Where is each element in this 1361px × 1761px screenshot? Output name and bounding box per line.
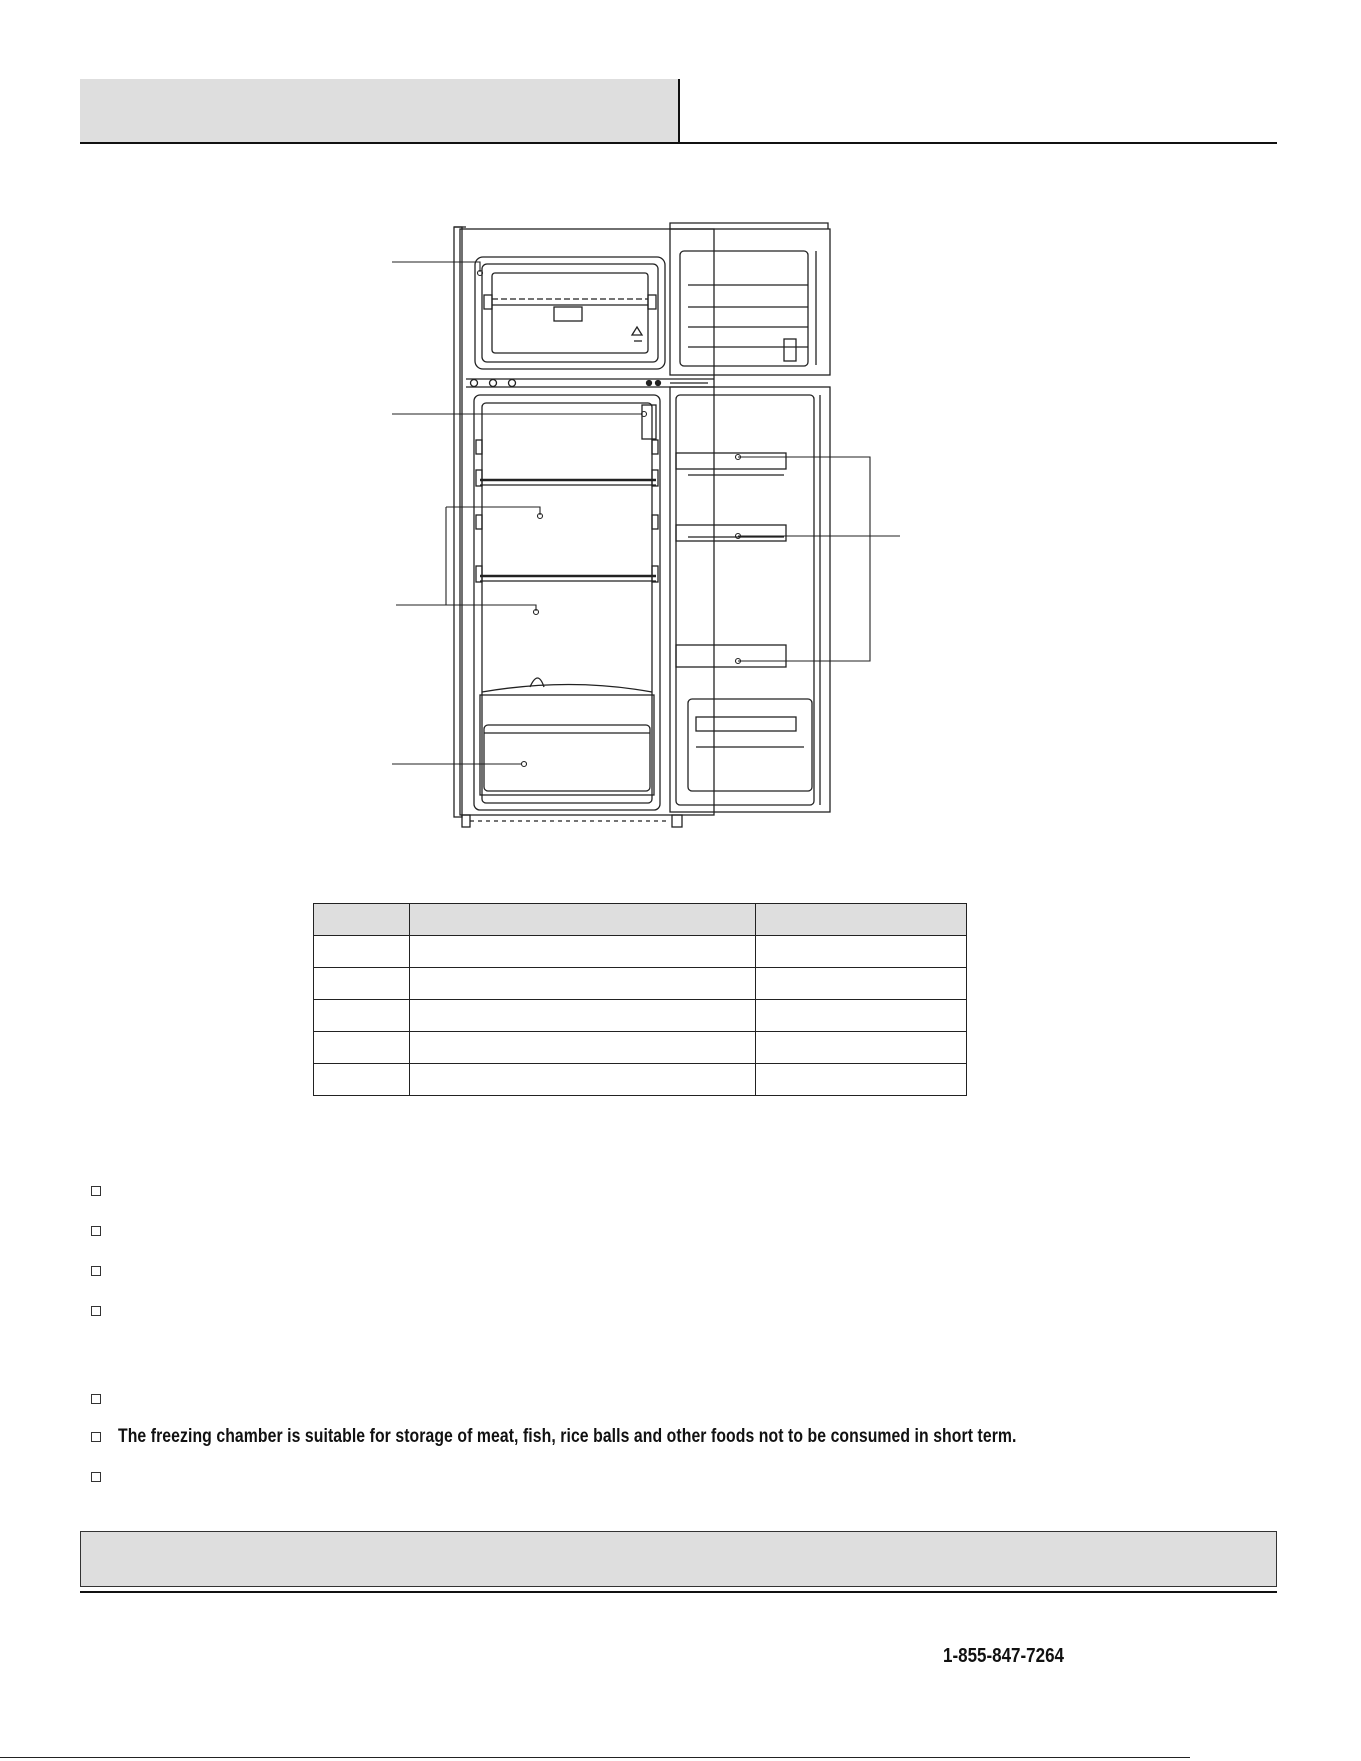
checkbox-bullet-icon	[91, 1432, 101, 1442]
freezer-compartment	[475, 257, 665, 369]
table-cell	[314, 1064, 410, 1096]
table-cell	[756, 968, 967, 1000]
fresh-food-door	[670, 387, 830, 812]
fresh-food-compartment	[474, 395, 660, 810]
table-cell	[756, 1032, 967, 1064]
table-row	[314, 968, 967, 1000]
checkbox-bullet-icon	[91, 1306, 101, 1316]
header-quantity	[756, 904, 967, 936]
header-part	[314, 904, 410, 936]
footer-banner	[80, 1531, 1277, 1587]
header-rule	[80, 142, 1277, 144]
parts-table	[313, 903, 967, 1096]
page-bottom-rule	[0, 1757, 1190, 1758]
list-item	[91, 1179, 118, 1203]
list-item	[91, 1219, 118, 1243]
list-item	[91, 1299, 118, 1323]
table-cell	[410, 968, 756, 1000]
checkbox-bullet-icon	[91, 1186, 101, 1196]
freezer-door	[670, 223, 830, 375]
list-item	[91, 1259, 118, 1283]
table-cell	[756, 936, 967, 968]
table-cell	[314, 936, 410, 968]
table-row	[314, 1032, 967, 1064]
table-cell	[410, 1032, 756, 1064]
cabinet	[454, 227, 714, 817]
header-description	[410, 904, 756, 936]
list-item	[91, 1387, 118, 1411]
header-divider	[678, 79, 680, 144]
table-cell	[314, 1032, 410, 1064]
footer-rule	[80, 1591, 1277, 1593]
list-item	[91, 1465, 118, 1489]
table-cell	[314, 968, 410, 1000]
table-cell	[410, 936, 756, 968]
table-header-row	[314, 904, 967, 936]
table-row	[314, 1064, 967, 1096]
table-cell	[410, 1000, 756, 1032]
checkbox-bullet-icon	[91, 1472, 101, 1482]
table-cell	[314, 1000, 410, 1032]
table-row	[314, 1000, 967, 1032]
base-feet	[462, 815, 682, 827]
table-row	[314, 936, 967, 968]
table-cell	[756, 1000, 967, 1032]
list-item	[91, 1425, 1201, 1449]
list-item-text: The freezing chamber is suitable for storage of meat, fish, rice balls and other foods not to be consumed in short term.	[118, 1426, 1017, 1447]
refrigerator-diagram	[380, 215, 900, 835]
checkbox-bullet-icon	[91, 1266, 101, 1276]
table-cell	[410, 1064, 756, 1096]
checkbox-bullet-icon	[91, 1394, 101, 1404]
checkbox-bullet-icon	[91, 1226, 101, 1236]
header-title-band	[80, 79, 678, 142]
table-cell	[756, 1064, 967, 1096]
support-phone: 1-855-847-7264	[943, 1645, 1064, 1667]
